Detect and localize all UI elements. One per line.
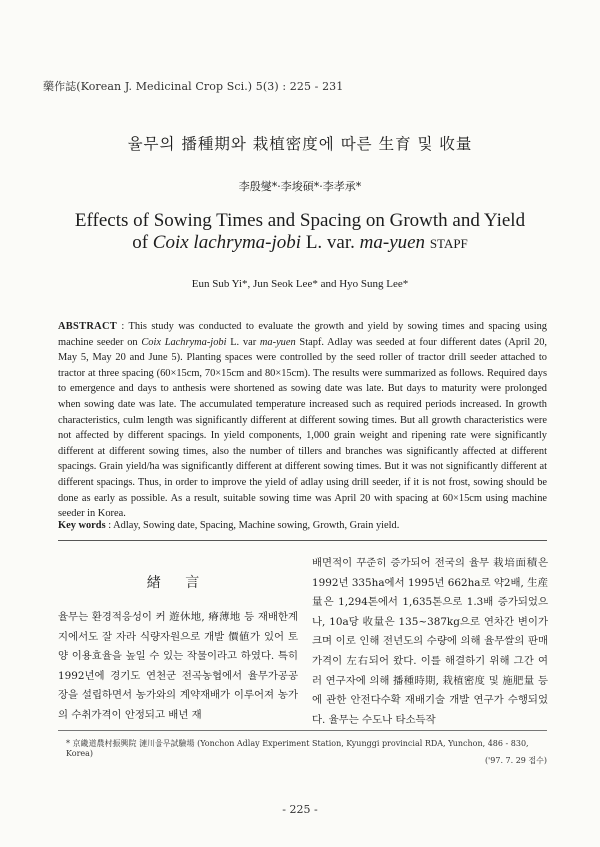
page-number: - 225 -	[282, 803, 318, 816]
korean-authors: 李殷燮*·李埈碩*·李孝承*	[238, 180, 362, 193]
abstract-sep: :	[117, 321, 129, 332]
title-species: Coix lachryma-jobi	[152, 232, 302, 253]
english-title-line2	[40, 232, 560, 255]
english-title-line1: Effects of Sowing Times and Spacing on Growth and Yield	[74, 210, 526, 231]
intro-right-column: 배면적이 꾸준히 증가되어 전국의 율무 栽培面積은 1992년 335ha에서 1995년 662ha로 약2배, 生産量은 1,294톤에서 1,635톤으로 1.3배 증가되었으나, 10a당 收量은 135~387kg으로 연차간 변이가 크며 이로 인해 전년도의 수량에 의해 율무쌀의 판매가격이 左右되어 왔다. 이를 해결하기 위해 그간 여러 연구자에 의해 播種時期, 栽植密度 및 施肥量 등에 관한 안전다수확 재배기술 개발 연구가 수행되었다. 율무는 수도나 타소득작	[312, 557, 548, 726]
keywords-label: Key words	[58, 520, 106, 531]
section-divider	[58, 540, 547, 541]
keywords-sep: :	[105, 520, 114, 531]
abstract	[58, 319, 547, 522]
abstract-text-c: . Adlay was seeded at four different dates (April 20, May 5, May 20 and June 5). Planting spaces were controlled by the seed roller of tractor drill seeder attached to tractor at three spacing (60×15cm, 70×15cm and 80×15cm). The results were summarized as follows. Required days to emergence and days to anthesis were shortened as sowing date was late. But days to maturity were prolonged when sowing date was late. The accumulated temperature increased such as required periods increased. In growth characteristics, culm length was significantly different at different sowing times. But all growth characteristics were not affected by different spacings. In yield components, 1,000 grain weight and ripening rate were significantly different at different sowing times, also the number of tillers and branches was significantly affected at different spacings. Grain yield/ha was significantly different at different sowing times. But it was not significantly different at different spacings. Thus, in order to improve the yield of adlay using drill seeder, if it is not frost, sowing should be done as early as possible. As a result, suitable sowing time was April 20 with spacing at 60×15cm using machine seeder in Korea.	[58, 336, 547, 520]
section-heading-introduction: 緖 言	[146, 575, 210, 591]
journal-citation: 藥作誌(Korean J. Medicinal Crop Sci.) 5(3) : 225 - 231	[43, 80, 344, 93]
abstract-text-a: This study was conducted to evaluate the growth and yield by sowing times and spacing using machine seeder on	[58, 321, 547, 348]
title-var-label: L. var.	[301, 232, 360, 253]
intro-left-column: 율무는 환경적응성이 커 遊休地, 瘠薄地 등 재배한계지에서도 잘 자라 식량자원으로 개발 價値가 있어 토양 이용효율을 높일 수 있는 작물이라고 하였다. 특히 1992년에 경기도 연천군 전곡농협에서 율무가공공장을 설립하면서 농가와의 계약재배가 이루어져 농가의 수취가격이 안정되고 배년 재	[58, 611, 298, 721]
title-authority: STAPF	[429, 236, 468, 251]
received-date: ('97. 7. 29 접수)	[484, 756, 547, 765]
keywords-text: Adlay, Sowing date, Spacing, Machine sowing, Growth, Grain yield.	[113, 520, 400, 531]
footnote-divider	[58, 730, 547, 731]
abstract-species: Coix Lachryma-jobi	[141, 336, 227, 348]
affiliation-footnote: * 京畿道農村振興院 漣川율무試驗場 (Yonchon Adlay Experiment Station, Kyunggi provincial RDA, Yunchon, 486 - 830, Korea)	[66, 739, 529, 758]
abstract-text-b: L. var	[226, 336, 260, 348]
abstract-variety: ma-yuen	[259, 336, 296, 348]
title-of: of	[132, 232, 153, 253]
abstract-authority: Stapf	[295, 336, 322, 348]
english-authors: Eun Sub Yi*, Jun Seok Lee* and Hyo Sung Lee*	[191, 278, 409, 290]
english-title	[40, 210, 560, 255]
abstract-label: ABSTRACT	[58, 321, 117, 332]
korean-title: 율무의 播種期와 栽植密度에 따른 生育 및 收量	[127, 135, 473, 153]
keywords	[58, 520, 547, 531]
title-variety: ma-yuen	[359, 232, 426, 253]
